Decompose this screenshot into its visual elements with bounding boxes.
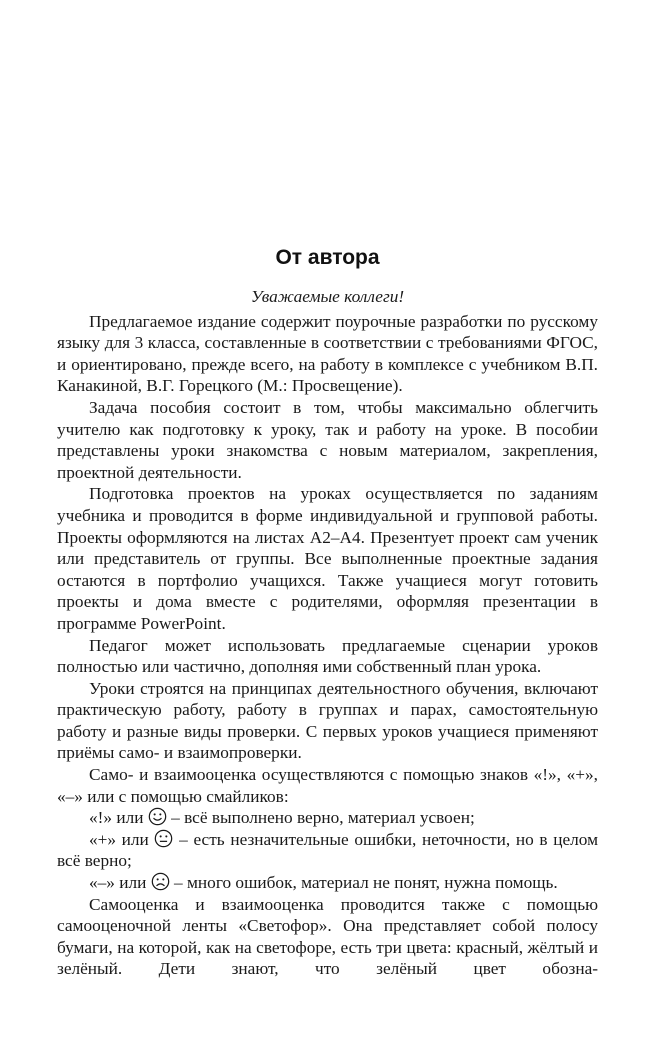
item-many-errors-text: – много ошибок, материал не понят, нужна помощь. [174,873,558,893]
paragraph-intro: Предлагаемое издание содержит поурочные разработки по русскому языку для 3 класса, составленные в соответствии с требованиями ФГОС, и ориентировано, прежде всего, на работу в комплексе с учебником В.П. Канакиной, В.Г. Горецкого (М.: Просвещение). [57,311,598,396]
paragraph-projects: Подготовка проектов на уроках осуществляется по заданиям учебника и проводится в форме индивидуальной и групповой работы. Проекты оформляются на листах А2–А4. Презентует проект сам ученик или представитель от группы. Все выполненные проектные задания остаются в портфолио учащихся. Также учащиеся могут готовить проекты и дома вместе с родителями, оформляя презентации в программе PowerPoint. [57,484,598,633]
assessment-item-minor-errors [57,829,598,872]
paragraph-traffic-light: Самооценка и взаимооценка проводится также с помощью самооценочной ленты «Светофор». Она представляет собой полосу бумаги, на которой, как на светофоре, есть три цвета: красный, жёлтый и зелёный. Дети знают, что зелёный цвет обозна- [57,894,598,979]
paragraph-scenarios: Педагог может использовать предлагаемые сценарии уроков полностью или частично, дополняя ими собственный план урока. [57,635,598,677]
assessment-item-many-errors [57,872,598,894]
greeting: Уважаемые коллеги! [250,287,405,306]
smiley-sad-icon [151,872,170,891]
paragraph-assessment: Само- и взаимооценка осуществляются с помощью знаков «!», «+», «–» или с помощью смайликов: [57,765,598,806]
sign-plus: «+» или [89,829,149,849]
page-content [57,244,598,980]
smiley-neutral-icon [154,829,173,848]
sign-minus: «–» или [89,873,147,893]
smiley-happy-icon [148,807,167,826]
page-title: От автора [275,246,380,269]
item-correct-text: – всё выполнено верно, материал усвоен; [171,808,475,828]
paragraph-lessons: Уроки строятся на принципах деятельностного обучения, включают практическую работу, работу в группах и парах, самостоятельную работу и разные виды проверки. С первых уроков учащиеся применяют приёмы само- и взаимопроверки. [57,678,598,763]
sign-exclamation: «!» или [89,808,144,828]
item-minor-errors-text: – есть незначительные ошибки, неточности, но в целом всё верно; [57,829,599,871]
paragraph-purpose: Задача пособия состоит в том, чтобы максимально облегчить учителю как подготовку к уроку, так и работу на уроке. В пособии представлены уроки знакомства с новым материалом, закрепления, проектной деятельности. [57,397,598,482]
assessment-item-correct [57,807,598,829]
